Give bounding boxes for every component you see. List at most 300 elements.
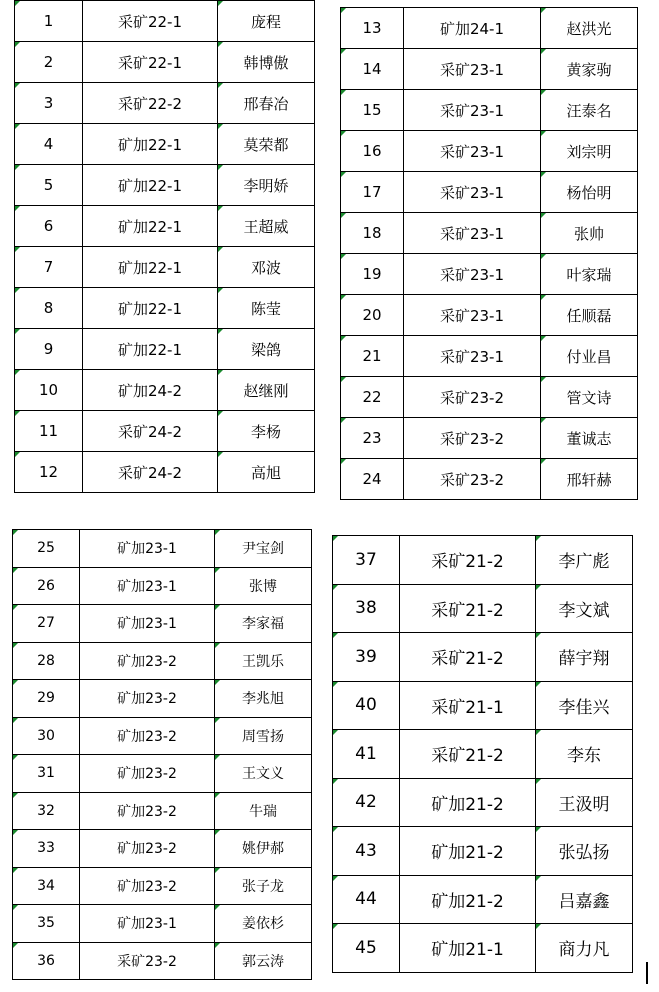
student-name-cell[interactable] (215, 867, 312, 905)
student-name-cell-text: 周雪扬 (242, 728, 284, 745)
cell-comment-marker (536, 536, 541, 541)
row-number-cell[interactable] (341, 459, 404, 500)
cell-comment-marker (215, 568, 220, 573)
student-name-cell[interactable] (541, 131, 638, 172)
row-number-cell[interactable] (13, 717, 80, 755)
row-number-cell[interactable] (341, 49, 404, 90)
row-number-cell[interactable] (13, 755, 80, 793)
class-cell-text: 矿加24-1 (439, 19, 505, 38)
cell-comment-marker (215, 868, 220, 873)
table-row (341, 213, 638, 254)
class-cell[interactable] (404, 295, 541, 336)
table-row (15, 247, 315, 288)
row-number-cell[interactable] (13, 867, 80, 905)
row-number-cell[interactable] (13, 530, 80, 568)
class-cell[interactable] (80, 530, 215, 568)
row-number-cell[interactable] (341, 295, 404, 336)
student-name-cell-text: 叶家瑞 (566, 265, 612, 284)
student-name-cell[interactable] (218, 288, 315, 329)
table-row (341, 8, 638, 49)
student-name-cell[interactable] (541, 172, 638, 213)
student-name-cell[interactable] (536, 875, 633, 924)
student-name-cell[interactable] (536, 730, 633, 779)
student-name-cell-text: 李东 (567, 746, 601, 767)
cell-comment-marker (13, 905, 18, 910)
class-cell-text: 矿加23-1 (117, 578, 177, 595)
class-cell[interactable] (404, 213, 541, 254)
cell-comment-marker (215, 643, 220, 648)
cell-comment-marker (215, 905, 220, 910)
class-cell[interactable] (404, 131, 541, 172)
student-name-cell[interactable] (541, 8, 638, 49)
row-number-cell[interactable] (15, 411, 83, 452)
cell-comment-marker (536, 827, 541, 832)
class-cell[interactable] (80, 792, 215, 830)
roster-table (12, 529, 312, 980)
student-name-cell-text: 刘宗明 (566, 142, 612, 161)
student-name-cell[interactable] (218, 247, 315, 288)
row-number-cell[interactable] (333, 827, 400, 876)
student-name-cell[interactable] (215, 642, 312, 680)
student-name-cell[interactable] (541, 377, 638, 418)
row-number-cell[interactable] (333, 730, 400, 779)
row-number-cell[interactable] (333, 536, 400, 585)
student-name-cell-text: 梁鸽 (250, 340, 281, 359)
cell-comment-marker (536, 633, 541, 638)
student-name-cell-text: 董诚志 (566, 429, 612, 448)
cell-comment-marker (541, 8, 546, 13)
class-cell[interactable] (404, 418, 541, 459)
table-row (15, 329, 315, 370)
cell-comment-marker (341, 254, 346, 259)
row-number-cell[interactable] (341, 336, 404, 377)
class-cell[interactable] (83, 411, 218, 452)
student-name-cell[interactable] (541, 418, 638, 459)
class-cell-text: 矿加23-2 (117, 841, 177, 858)
class-cell-text: 矿加21-2 (431, 794, 504, 815)
row-number-cell-text: 40 (355, 695, 377, 716)
row-number-cell[interactable] (341, 254, 404, 295)
student-name-cell[interactable] (541, 295, 638, 336)
student-name-cell-text: 李家福 (242, 616, 284, 633)
cell-comment-marker (541, 90, 546, 95)
student-name-cell[interactable] (218, 329, 315, 370)
table-row (13, 905, 312, 943)
student-name-cell[interactable] (536, 536, 633, 585)
student-name-cell-text: 张弘扬 (558, 843, 610, 864)
cell-comment-marker (333, 682, 338, 687)
class-cell[interactable] (83, 206, 218, 247)
class-cell[interactable] (80, 680, 215, 718)
row-number-cell-text: 10 (38, 381, 59, 399)
student-name-cell[interactable] (218, 124, 315, 165)
row-number-cell-text: 44 (355, 889, 377, 910)
class-cell[interactable] (400, 536, 536, 585)
cell-comment-marker (341, 295, 346, 300)
row-number-cell[interactable] (15, 247, 83, 288)
class-cell-text: 采矿23-1 (439, 142, 505, 161)
student-name-cell[interactable] (536, 827, 633, 876)
class-cell[interactable] (400, 584, 536, 633)
student-name-cell[interactable] (215, 680, 312, 718)
row-number-cell-text: 8 (43, 299, 54, 317)
cell-comment-marker (333, 827, 338, 832)
student-name-cell[interactable] (218, 452, 315, 493)
student-name-cell[interactable] (215, 530, 312, 568)
cell-comment-marker (218, 83, 223, 88)
class-cell[interactable] (80, 605, 215, 643)
class-cell[interactable] (83, 42, 218, 83)
class-cell[interactable] (83, 288, 218, 329)
row-number-cell[interactable] (333, 584, 400, 633)
student-name-cell[interactable] (218, 83, 315, 124)
class-cell-text: 矿加22-1 (117, 258, 183, 277)
cell-comment-marker (13, 643, 18, 648)
table-row (333, 730, 633, 779)
class-cell[interactable] (404, 377, 541, 418)
table-row (15, 370, 315, 411)
row-number-cell[interactable] (13, 642, 80, 680)
row-number-cell[interactable] (341, 8, 404, 49)
student-name-cell-text: 王超威 (243, 217, 289, 236)
class-cell[interactable] (400, 730, 536, 779)
class-cell-text: 采矿21-2 (431, 600, 504, 621)
class-cell[interactable] (400, 875, 536, 924)
class-cell-text: 矿加21-2 (431, 891, 504, 912)
row-number-cell-text: 21 (362, 347, 382, 365)
cell-comment-marker (341, 213, 346, 218)
table-row (341, 131, 638, 172)
table-row (333, 924, 633, 973)
student-name-cell[interactable] (541, 213, 638, 254)
row-number-cell-text: 7 (43, 258, 54, 276)
row-number-cell[interactable] (341, 90, 404, 131)
row-number-cell[interactable] (333, 924, 400, 973)
roster-table-block-1 (14, 0, 315, 493)
row-number-cell[interactable] (15, 370, 83, 411)
table-row (333, 536, 633, 585)
class-cell[interactable] (80, 755, 215, 793)
roster-table (14, 0, 315, 493)
row-number-cell[interactable] (15, 452, 83, 493)
row-number-cell[interactable] (341, 131, 404, 172)
table-row (15, 1, 315, 42)
row-number-cell-text: 37 (355, 549, 377, 570)
row-number-cell[interactable] (13, 605, 80, 643)
cell-comment-marker (333, 585, 338, 590)
roster-table-block-4 (332, 535, 633, 973)
student-name-cell[interactable] (536, 584, 633, 633)
student-name-cell[interactable] (215, 717, 312, 755)
row-number-cell-text: 35 (37, 915, 55, 932)
class-cell-text: 采矿23-1 (439, 183, 505, 202)
cell-comment-marker (536, 876, 541, 881)
class-cell[interactable] (83, 165, 218, 206)
row-number-cell[interactable] (15, 165, 83, 206)
row-number-cell[interactable] (341, 172, 404, 213)
class-cell[interactable] (83, 452, 218, 493)
cell-comment-marker (15, 370, 20, 375)
class-cell[interactable] (404, 459, 541, 500)
cell-comment-marker (341, 90, 346, 95)
class-cell[interactable] (80, 942, 215, 980)
student-name-cell-text: 李广彪 (558, 552, 610, 573)
student-name-cell-text: 杨怡明 (566, 183, 612, 202)
student-name-cell[interactable] (536, 633, 633, 682)
class-cell[interactable] (404, 8, 541, 49)
student-name-cell[interactable] (215, 567, 312, 605)
student-name-cell-text: 付业昌 (566, 347, 612, 366)
row-number-cell[interactable] (15, 124, 83, 165)
student-name-cell-text: 李文斌 (558, 600, 610, 621)
cell-comment-marker (536, 682, 541, 687)
class-cell[interactable] (80, 905, 215, 943)
row-number-cell[interactable] (333, 681, 400, 730)
student-name-cell-text: 赵洪光 (566, 19, 612, 38)
cell-comment-marker (15, 42, 20, 47)
cell-comment-marker (218, 370, 223, 375)
row-number-cell-text: 15 (362, 101, 382, 119)
cell-comment-marker (215, 943, 220, 948)
row-number-cell-text: 14 (362, 60, 382, 78)
student-name-cell-text: 管文诗 (566, 388, 612, 407)
student-name-cell-text: 李明娇 (243, 176, 289, 195)
class-cell-text: 采矿23-1 (439, 265, 505, 284)
class-cell[interactable] (83, 83, 218, 124)
cell-comment-marker (541, 377, 546, 382)
row-number-cell-text: 30 (37, 727, 55, 744)
cell-comment-marker (218, 1, 223, 6)
class-cell-text: 矿加22-1 (117, 135, 183, 154)
class-cell-text: 矿加22-1 (117, 340, 183, 359)
cell-comment-marker (218, 288, 223, 293)
student-name-cell-text: 李佳兴 (558, 697, 610, 718)
student-name-cell[interactable] (541, 459, 638, 500)
row-number-cell[interactable] (13, 567, 80, 605)
table-row (333, 875, 633, 924)
class-cell[interactable] (400, 827, 536, 876)
student-name-cell-text: 尹宝剑 (242, 541, 284, 558)
cell-comment-marker (541, 254, 546, 259)
student-name-cell[interactable] (218, 411, 315, 452)
class-cell[interactable] (80, 717, 215, 755)
row-number-cell-text: 22 (362, 388, 382, 406)
table-row (13, 642, 312, 680)
table-row (341, 459, 638, 500)
row-number-cell[interactable] (341, 418, 404, 459)
student-name-cell[interactable] (215, 792, 312, 830)
class-cell[interactable] (400, 924, 536, 973)
cell-comment-marker (341, 172, 346, 177)
table-row (341, 90, 638, 131)
class-cell[interactable] (80, 830, 215, 868)
class-cell-text: 矿加23-2 (117, 653, 177, 670)
cell-comment-marker (15, 124, 20, 129)
class-cell[interactable] (80, 567, 215, 605)
row-number-cell[interactable] (15, 83, 83, 124)
cell-comment-marker (541, 459, 546, 464)
student-name-cell-text: 郭云涛 (242, 953, 284, 970)
cell-comment-marker (218, 411, 223, 416)
cell-comment-marker (13, 793, 18, 798)
student-name-cell[interactable] (536, 778, 633, 827)
student-name-cell[interactable] (541, 49, 638, 90)
class-cell[interactable] (400, 633, 536, 682)
row-number-cell-text: 1 (43, 12, 54, 30)
cell-comment-marker (215, 793, 220, 798)
row-number-cell[interactable] (13, 680, 80, 718)
class-cell-text: 矿加21-1 (431, 940, 504, 961)
row-number-cell[interactable] (341, 213, 404, 254)
student-name-cell-text: 莫荣都 (243, 135, 289, 154)
student-name-cell[interactable] (541, 336, 638, 377)
cell-comment-marker (15, 247, 20, 252)
row-number-cell-text: 26 (37, 577, 55, 594)
student-name-cell[interactable] (218, 370, 315, 411)
student-name-cell[interactable] (215, 605, 312, 643)
row-number-cell[interactable] (341, 377, 404, 418)
student-name-cell-text: 王汲明 (558, 794, 610, 815)
student-name-cell-text: 赵继刚 (243, 381, 289, 400)
student-name-cell-text: 陈莹 (250, 299, 281, 318)
class-cell[interactable] (404, 49, 541, 90)
cell-comment-marker (15, 206, 20, 211)
cell-comment-marker (215, 718, 220, 723)
class-cell[interactable] (83, 247, 218, 288)
student-name-cell[interactable] (218, 1, 315, 42)
cell-comment-marker (541, 172, 546, 177)
student-name-cell-text: 邓波 (250, 258, 281, 277)
cell-comment-marker (218, 165, 223, 170)
table-row (333, 681, 633, 730)
row-number-cell-text: 16 (362, 142, 382, 160)
cell-comment-marker (341, 131, 346, 136)
cell-comment-marker (333, 779, 338, 784)
student-name-cell[interactable] (215, 905, 312, 943)
student-name-cell[interactable] (215, 830, 312, 868)
class-cell[interactable] (404, 90, 541, 131)
row-number-cell[interactable] (15, 288, 83, 329)
cell-comment-marker (341, 418, 346, 423)
cell-comment-marker (15, 83, 20, 88)
row-number-cell-text: 39 (355, 646, 377, 667)
student-name-cell-text: 姜依杉 (242, 916, 284, 933)
row-number-cell-text: 6 (43, 217, 54, 235)
student-name-cell-text: 张帅 (573, 224, 604, 243)
table-row (15, 206, 315, 247)
row-number-cell-text: 32 (37, 802, 55, 819)
row-number-cell[interactable] (13, 905, 80, 943)
row-number-cell-text: 20 (362, 306, 382, 324)
student-name-cell[interactable] (218, 165, 315, 206)
cell-comment-marker (536, 779, 541, 784)
student-name-cell[interactable] (215, 755, 312, 793)
row-number-cell[interactable] (15, 42, 83, 83)
table-row (13, 830, 312, 868)
table-row (13, 942, 312, 980)
student-name-cell[interactable] (536, 681, 633, 730)
class-cell[interactable] (83, 124, 218, 165)
roster-table-block-2 (340, 7, 638, 500)
class-cell[interactable] (83, 1, 218, 42)
row-number-cell-text: 27 (37, 615, 55, 632)
class-cell-text: 采矿24-2 (117, 463, 183, 482)
student-name-cell-text: 庞程 (250, 12, 281, 31)
student-name-cell[interactable] (541, 90, 638, 131)
row-number-cell-text: 29 (37, 690, 55, 707)
row-number-cell[interactable] (13, 830, 80, 868)
cell-comment-marker (15, 1, 20, 6)
student-name-cell[interactable] (218, 42, 315, 83)
class-cell[interactable] (404, 254, 541, 295)
cell-comment-marker (218, 247, 223, 252)
row-number-cell-text: 9 (43, 340, 54, 358)
table-row (333, 633, 633, 682)
class-cell-text: 矿加21-2 (431, 843, 504, 864)
student-name-cell-text: 任顺磊 (566, 306, 612, 325)
class-cell-text: 采矿23-2 (439, 429, 505, 448)
class-cell-text: 采矿23-1 (439, 60, 505, 79)
cell-comment-marker (341, 459, 346, 464)
class-cell-text: 矿加24-2 (117, 381, 183, 400)
student-name-cell-text: 姚伊郝 (242, 841, 284, 858)
student-name-cell[interactable] (218, 206, 315, 247)
table-row (13, 717, 312, 755)
class-cell[interactable] (80, 867, 215, 905)
row-number-cell[interactable] (15, 329, 83, 370)
row-number-cell-text: 34 (37, 877, 55, 894)
class-cell[interactable] (83, 370, 218, 411)
table-row (13, 605, 312, 643)
student-name-cell[interactable] (215, 942, 312, 980)
student-name-cell-text: 张博 (249, 578, 277, 595)
cell-comment-marker (541, 418, 546, 423)
table-row (13, 680, 312, 718)
row-number-cell[interactable] (13, 942, 80, 980)
cell-comment-marker (341, 377, 346, 382)
class-cell[interactable] (404, 336, 541, 377)
class-cell[interactable] (400, 681, 536, 730)
class-cell[interactable] (404, 172, 541, 213)
row-number-cell[interactable] (15, 1, 83, 42)
row-number-cell-text: 33 (37, 840, 55, 857)
row-number-cell[interactable] (333, 633, 400, 682)
student-name-cell[interactable] (536, 924, 633, 973)
cell-comment-marker (341, 49, 346, 54)
student-name-cell-text: 李杨 (250, 422, 281, 441)
class-cell[interactable] (83, 329, 218, 370)
row-number-cell-text: 36 (37, 952, 55, 969)
student-name-cell-text: 邢春冶 (243, 94, 289, 113)
student-name-cell-text: 汪泰名 (566, 101, 612, 120)
row-number-cell-text: 4 (43, 135, 54, 153)
cell-comment-marker (333, 536, 338, 541)
row-number-cell[interactable] (13, 792, 80, 830)
class-cell[interactable] (80, 642, 215, 680)
class-cell-text: 矿加22-1 (117, 176, 183, 195)
row-number-cell[interactable] (333, 875, 400, 924)
class-cell-text: 矿加23-2 (117, 766, 177, 783)
table-row (13, 530, 312, 568)
table-row (15, 411, 315, 452)
roster-table (332, 535, 633, 973)
class-cell[interactable] (400, 778, 536, 827)
student-name-cell[interactable] (541, 254, 638, 295)
row-number-cell[interactable] (15, 206, 83, 247)
row-number-cell[interactable] (333, 778, 400, 827)
student-name-cell-text: 薛宇翔 (558, 649, 610, 670)
table-row (15, 452, 315, 493)
